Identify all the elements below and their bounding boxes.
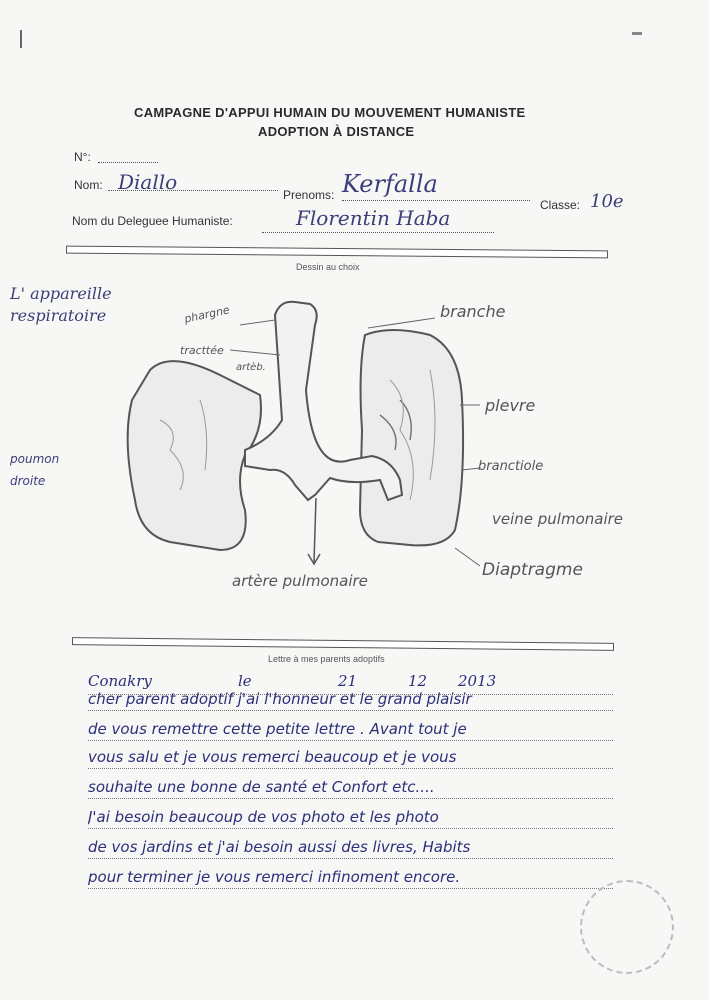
- letter-date-city: Conakry: [88, 672, 152, 690]
- drawing-section-bar: [66, 246, 608, 259]
- label-artere-pulmonaire: artère pulmonaire: [232, 572, 368, 590]
- numero-field[interactable]: [98, 162, 158, 163]
- arrow-line: [314, 498, 316, 562]
- leader-trachee: [230, 350, 280, 355]
- letter-date-month: 12: [408, 672, 428, 690]
- nom-value[interactable]: Diallo: [118, 170, 178, 194]
- label-bronchiole: branctiole: [478, 459, 544, 474]
- binder-mark-right: [632, 32, 642, 35]
- prenoms-value[interactable]: Kerfalla: [342, 170, 438, 198]
- label-bronche: branche: [440, 302, 506, 321]
- label-diaphragme: Diaptragme: [482, 560, 583, 580]
- delegue-label: Nom du Deleguee Humaniste:: [72, 214, 233, 228]
- right-lung-shape: [128, 361, 261, 550]
- letter-section-caption: Lettre à mes parents adoptifs: [268, 654, 385, 664]
- campaign-title: CAMPAGNE D'APPUI HUMAIN DU MOUVEMENT HUMANISTE: [134, 105, 526, 120]
- letter-date-le: le: [238, 672, 252, 690]
- delegue-value[interactable]: Florentin Haba: [296, 206, 451, 230]
- stamp-seal: [580, 880, 674, 974]
- label-artere: artèb.: [236, 362, 266, 373]
- label-trachee: tracttée: [180, 344, 224, 357]
- letter-line-1: cher parent adoptif j'ai l'honneur et le grand plaisir: [88, 688, 613, 711]
- letter-line-4: souhaite une bonne de santé et Confort etc....: [88, 776, 613, 799]
- classe-value[interactable]: 10e: [590, 191, 624, 212]
- campaign-subtitle: ADOPTION À DISTANCE: [258, 124, 415, 139]
- left-lung-shape: [360, 330, 463, 545]
- label-poumon: poumon droite: [10, 452, 60, 488]
- numero-label: N°:: [74, 150, 91, 164]
- letter-line-2: de vous remettre cette petite lettre . Avant tout je: [88, 718, 613, 741]
- classe-label: Classe:: [540, 198, 581, 212]
- letter-line-3: vous salu et je vous remerci beaucoup et je vous: [88, 746, 613, 769]
- letter-line-5: J'ai besoin beaucoup de vos photo et les photo: [88, 806, 613, 829]
- drawing-section-caption: Dessin au choix: [296, 262, 360, 272]
- leader-pharynx: [240, 320, 275, 325]
- binder-mark: [20, 30, 22, 48]
- prenoms-label: Prenoms:: [283, 188, 335, 202]
- letter-section-bar: [72, 637, 614, 651]
- label-pharynx: phargne: [183, 303, 231, 326]
- letter-date-day: 21: [338, 672, 358, 690]
- prenoms-field-line: [342, 200, 530, 201]
- nom-label: Nom:: [74, 178, 103, 192]
- label-plevre: plevre: [485, 396, 536, 415]
- leader-diaphragme: [455, 548, 480, 566]
- respiratory-system-drawing: [110, 280, 480, 570]
- letter-date-year: 2013: [458, 672, 497, 690]
- leader-bronche: [368, 318, 435, 328]
- label-veine: veine pulmonaire: [492, 510, 624, 528]
- drawing-title: L' appareille respiratoire: [10, 284, 112, 325]
- letter-line-6: de vos jardins et j'ai besoin aussi des livres, Habits: [88, 836, 613, 859]
- letter-line-7: pour terminer je vous remerci infinoment encore.: [88, 866, 613, 889]
- delegue-field-line: [262, 232, 494, 233]
